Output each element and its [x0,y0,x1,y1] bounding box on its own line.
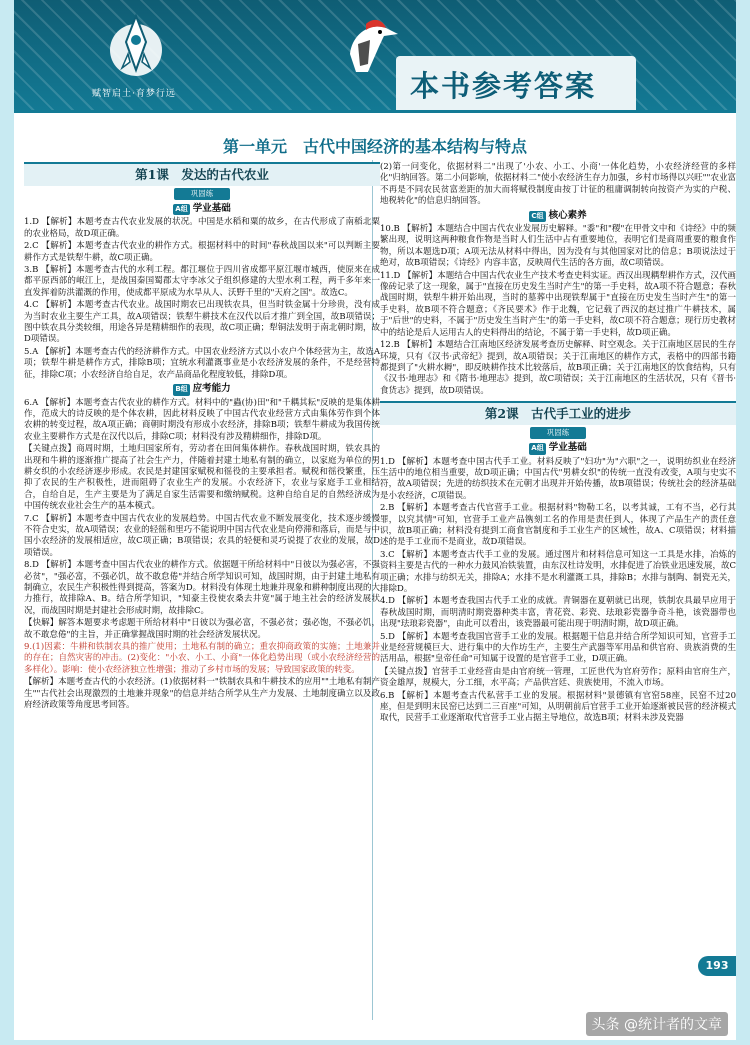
lesson2-title: 第2课 古代手工业的进步 [380,401,736,425]
page-header [14,0,736,112]
levelC-badge: C组 [529,211,545,222]
lesson1-levelA [24,203,380,215]
answer-8-tip: 【快解】解答本题要求考虑题干所给材料中"日彼以为强必富，不强必贫；强必饱，不强必饥，故不敢怠倦"的主旨，并正确掌握战国时期的社会经济发展状况。 [24,618,380,640]
l2-answer-4: 4.D 【解析】本题考查我国古代手工业的成就。青铜器在夏朝就已出现，铁制农具最早应用于春秋战国时期，而明清时期瓷器种类丰富，青花瓷、彩瓷、珐琅彩瓷器争奇斗艳，该瓷器带也出现"珐琅彩瓷器"，由此可以看出，该瓷器最可能出现于明清时期，故D项正确。 [380,596,736,630]
answer-1: 1.D 【解析】本题考查古代农业发展的状况。中国是水稻和粟的故乡，在古代形成了南稻北粟的农业格局，故D项正确。 [24,217,380,239]
answer-2: 2.C 【解析】本题考查古代农业的耕作方式。根据材料中的时间"春秋战国以来"可以判断主要耕作方式是铁犁牛耕，故C项正确。 [24,241,380,263]
levelC-label: 核心素养 [548,209,587,221]
answer-12: 12.B 【解析】本题结合江南地区经济发展考查历史解释、时空观念。关于江南地区居民的生存环境，只有《汉书·武帝纪》提到，故A项错误；关于江南地区的耕作方式，表格中的四部书籍都提到了"火耕水耨"，即反映耕作技术比较落后，故B项正确；关于江南地区的饮食结构，只有《汉书·地理志》和《隋书·地理志》提到，故C项错误；关于江南地区的生活状况，只有《晋书·食货志》提到，故D项错误。 [380,340,736,396]
lesson2-levelA-badge: A组 [529,443,545,454]
levelA-label: 学业基础 [192,203,231,214]
answer-6: 6.A 【解析】本题考查古代农业的耕作方式。材料中的"蟲(协)田"和"千耦其耘"反映的是集体耕作，范成大的诗反映的是个体农耕，因此材料反映了中国古代农业经营方式由集体劳作到个体农耕的转变过程，故A项正确；商朝时期没有形成小农经济，排除B项；铁犁牛耕成为我国传统农业主要耕作方式是在汉代以后，排除C项；材料没有涉及精耕细作，排除D项。 [24,397,380,442]
bottom-band [0,1040,750,1045]
answer-9-continued: (2)第一问变化，依据材料二"出现了'小农、小工、小商'一体化趋势，小农经济经营的多样化"归纳回答。第二小问影响，依据材料二"使小农经济生存力加强，乡村市场得以兴旺""农业富不再是不同农民贫富差距的加大而将赋役制度由按丁计征的租庸调制转向按资产为实的户税、地税转化"的信息归纳回答。 [380,162,736,207]
lesson2-levelA [380,442,736,454]
book-title: 本书参考答案 [410,69,597,103]
lesson1-levelB [24,383,380,395]
right-column [380,162,736,726]
unit-title: 第一单元 古代中国经济的基本结构与特点 [222,137,527,156]
rocket-logo-icon [106,10,166,86]
levelA-badge: A组 [173,204,189,215]
lesson2-tag: 巩固练 [530,427,586,439]
lesson2-levelA-label: 学业基础 [548,442,587,454]
l2-answer-3: 3.C 【解析】本题考查古代手工业的发展。通过图片和材料信息可知这一工具是水排，冶炼的资料主要是古代的一种水力鼓风冶铁装置，由东汉杜诗发明，水排促进了冶铁业迅速发展，故C项正确；水排与纺织无关，排除A；水排不是水利灌溉工具，排除B；水排与制陶、制瓷无关，排除D。 [380,549,736,594]
l2-answer-2: 2.B 【解析】本题考查古代官营手工业。根据材料"物勒工名，以考其诚，工有不当，必行其罪，以究其情"可知，官营手工业产品镌刻工名的作用是责任到人，体现了产品生产的责任意识，故B项正确；材料没有提到工商食官制度和手工业生产的区域性，故A、C项错误；材料描述的是手工业而不是商业，故D项错误。 [380,503,736,548]
lesson1-title: 第1课 发达的古代农业 [24,162,380,186]
l2-answer-6: 6.B 【解析】本题考查古代私营手工业的发展。根据材料"景德镇有官窑58座，民窑不过20座，但是到明末民窑已达到二三百座"可知，从明朝前后官营手工业开始逐渐被民营的经济模式取代，民营手工业逐渐取代官营手工业占据主导地位，故选B项；材料未涉及瓷器 [380,690,736,724]
left-column [24,162,380,712]
answer-10: 10.B 【解析】本题结合中国古代农业发展历史解释。"黍"和"稷"在甲骨文中和《诗经》中的频繁出现，说明这两种粮食作物是当时人们生活中占有重要地位，表明它们是商周重要的粮食作物，所以本题选D项；A项无法从材料中得出，因为没有与其他国家对比的信息；B项说法过于绝对，故B项错误；《诗经》内容丰富，反映周代生活的各方面，故C项错误。 [380,224,736,269]
lesson1-tag: 巩固练 [174,188,230,200]
lesson1-levelC [380,210,736,222]
page-number: 193 [698,956,736,976]
l2-answer-5-tip: 【关键点拨】官营手工业经营由是由官府统一管理，工匠世代为官府劳作；原料由官府生产，资金雄厚，规模大，分工细，水平高；产品供宫廷、贵族使用，不流入市场。 [380,666,736,689]
levelB-label: 应考能力 [192,383,231,395]
woodpecker-icon [340,14,400,74]
header-slogan: 赋智启土·育梦行远 [92,89,176,99]
l2-answer-5: 5.D 【解析】本题考查我国官营手工业的发展。根据题干信息并结合所学知识可知，官营手工业是经营规模巨大、进行集中的大作坊生产，主要生产武器等军用品和供官府、贵族消费的生活用品，根据"皇帝任命"可知属于设置的是官营手工业，D项正确。 [380,631,736,665]
watermark: 头条 @统计者的文章 [586,1012,728,1036]
book-title-panel [396,56,636,110]
header-rule [14,110,736,113]
l2-answer-1: 1.D 【解析】本题考查中国古代手工业。材料反映了"妇功"为"六职"之一，说明纺织业在经济生活中的地位相当重要，故D项正确；中国古代"男耕女织"的传统一直没有改变，A项与史实不符，故A项错误；先进的纺织技术在元朝才出现并开始传播，故B项错误；传统社会的经济基础是小农经济，C项错误。 [380,456,736,501]
answer-11: 11.D 【解析】本题结合中国古代农业生产技术考查史料实证。西汉出现耦犁耕作方式，汉代画像砖记录了这一现象，属于"直接在历史发生当时产生"的第一手史料，故A项不符合题意；春秋战国时期，铁犁牛耕开始出现，当时的墓葬中出现铁犁属于"直接在历史发生当时产生"的第一手史料，故B项不符合题意；《齐民要术》作于北魏，它记载了西汉的赵过推广牛耕技术，属于"后世"的史料，不属于"历史发生当时产生"的第一手史料，故C项不符合题意；现行历史教材中的结论是后人运用古人的史料得出的结论，不属于第一手史料，故D项正确。 [380,270,736,338]
answer-6-tip: 【关键点拨】商周时期，土地归国家所有，劳动者在田间集体耕作。春秋战国时期，铁农具的出现和牛耕的逐渐推广提高了社会生产力，伴随着封建土地私有制的确立，以家庭为单位的男耕女织的小农经济逐步形成。农民是封建国家赋税和徭役的主要承担者。赋税和徭役繁重，压抑了农民的生产积极性，进而阻碍了农业生产的发展。小农经济下，农业与家庭手工业相结合，自给自足，生产主要是为了满足自家生活需要和缴纳赋税。这种自给自足的自然经济成为中国传统农业社会生产的基本模式。 [24,444,380,512]
answer-3: 3.B 【解析】本题考查古代的水利工程。都江堰位于四川省成都平原江堰市城西，使原来在成都平原西部的岷江上，是战国秦国蜀郡太守李冰父子组织修建的大型水利工程，两千多年来一直发挥着防洪灌溉的作用，使成都平原成为水旱从人、沃野千里的"天府之国"。故选C。 [24,265,380,298]
answer-4: 4.C 【解析】本题考查古代农业。战国时期农已出现铁农具，但当时铁金属十分珍贵，没有成为当时农业主要生产工具，故A项错误；铁犁牛耕技术在汉代以后才推广到全国，故B项错误；图中铁农具分类较细，用途各异是精耕细作的表现，故C项正确；犁铜法发明于南北朝时期，故D项错误。 [24,300,380,345]
answer-7: 7.C 【解析】本题考查中国古代农业的发展趋势。中国古代农业不断发展变化，技术逐步缓慢不符合史实，故A项错误；农业的轻徭和里巧不能说明中国古代农业是向停滞和落后，而是与中国小农经济的发展相适应，故C项正确；B项错误；农具的轻便和灵巧说提了农业的发展，故D项错误。 [24,513,380,558]
answer-9-analysis: 【解析】本题考查古代的小农经济。(1)依据材料一"铁制农具和牛耕技术的应用""土地私有制产生""古代社会出现激烈的土地兼并现象"的信息并结合所学从生产力发展、土地制度确立以及政府经济政策等角度思考回答。 [24,677,380,711]
answer-5: 5.A 【解析】本题考查古代的经济耕作方式。中国农业经济方式以小农户个体经营为主，故选A项；铁犁牛耕是耕作方式，排除B项；宜统水利灌溉事业是小农经济发展的条件，不是经营特征，排除C项；小农经济自给自足，农产品商品化程度较低，排除D项。 [24,346,380,380]
levelB-badge: B组 [173,384,189,395]
answer-9: 9.(1)因素：牛耕和铁制农具的推广使用；土地私有制的确立；重农抑商政策的实施；土地兼并的存在；自然灾害的冲击。(2)变化："小农、小工、小商"一体化趋势出现（或小农经济经营的多样化）。影响：使小农经济独立性增强；推动了乡村市场的发展；导致国家政策的转变。 [24,642,380,675]
answer-8: 8.D 【解析】本题考查中国古代农业的耕作方式。依据题干所给材料中"日彼以为强必害，不强必贫"，"强必富，不强必饥，故不敢怠倦"并结合所学知识可知，战国时期，由于封建土地私有制确立，农民生产积极性得到提高，答案为D。材料没有体现土地兼并现象和耕种制度出现的大力推行，故排除A、B。结合所学知识，"知豪主役使农桑去井宽"属于地主社会的经济发展状况，而战国时期是封建社会形成时期，故排除C。 [24,560,380,616]
